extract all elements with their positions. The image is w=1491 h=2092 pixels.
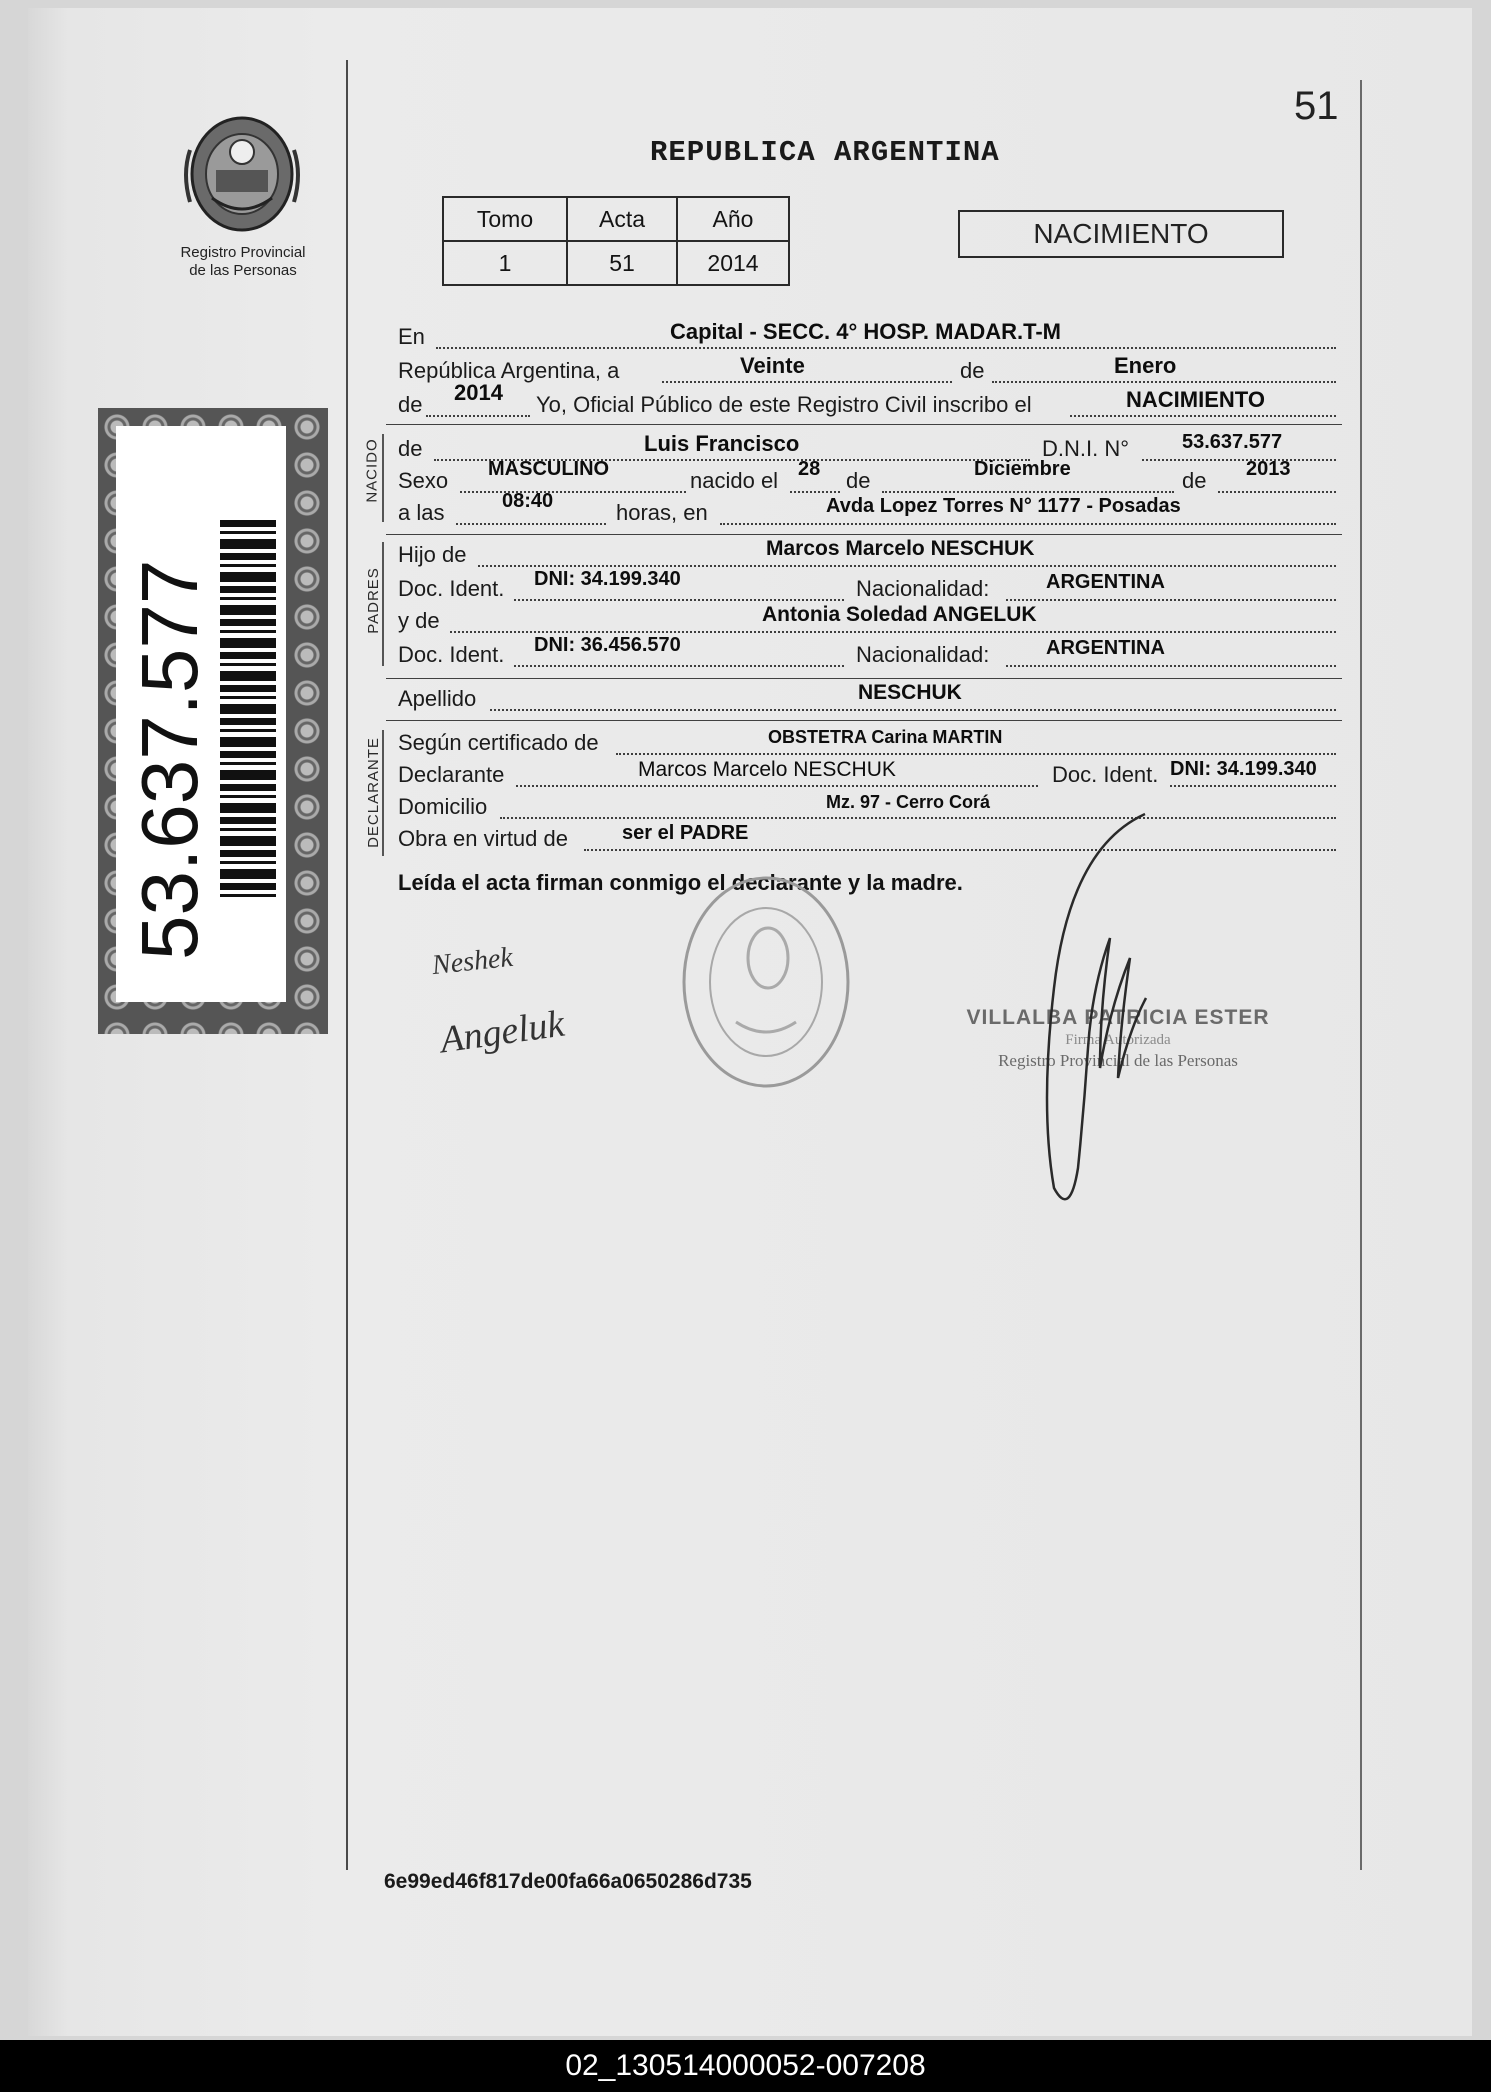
label-apellido: Apellido	[398, 686, 477, 711]
label-de: de	[960, 358, 985, 383]
row-address	[398, 794, 1340, 830]
value-father: Marcos Marcelo NESCHUK	[766, 537, 1035, 560]
row-capacity	[398, 822, 1340, 862]
value-month: Enero	[1114, 353, 1177, 378]
footer-id: 02_130514000052-007208	[565, 2049, 926, 2082]
label-de-name: de	[398, 436, 423, 461]
label-nacido-el: nacido el	[690, 468, 779, 493]
value-mother-nationality: ARGENTINA	[1046, 637, 1165, 659]
value-birth-place: Avda Lopez Torres N° 1177 - Posadas	[826, 495, 1181, 517]
label-domicilio: Domicilio	[398, 794, 488, 819]
value-declarant-doc: DNI: 34.199.340	[1170, 758, 1317, 780]
value-place: Capital - SECC. 4° HOSP. MADAR.T-M	[670, 319, 1061, 344]
value-sex: MASCULINO	[488, 458, 610, 480]
divider	[386, 720, 1342, 721]
label-sexo: Sexo	[398, 468, 449, 493]
label-segun-certificado: Según certificado de	[398, 730, 599, 755]
label-de-year: de	[398, 392, 423, 417]
index-header-acta: Acta	[567, 197, 677, 241]
label-dni: D.N.I. N°	[1042, 436, 1130, 461]
value-father-doc: DNI: 34.199.340	[534, 568, 681, 590]
row-mother-doc	[398, 634, 1340, 678]
official-name: VILLALBA PATRICIA ESTER	[966, 1006, 1270, 1029]
registry-line-2: de las Personas	[189, 262, 297, 279]
value-father-nationality: ARGENTINA	[1046, 571, 1165, 593]
registry-name	[160, 244, 326, 280]
label-nacionalidad-2: Nacionalidad:	[856, 642, 990, 667]
label-horas-en: horas, en	[616, 500, 708, 525]
row-time-place	[398, 490, 1340, 536]
left-margin-line	[346, 60, 348, 1870]
label-en: En	[398, 324, 425, 349]
label-y-de: y de	[398, 608, 440, 633]
label-declarante: Declarante	[398, 762, 505, 787]
record-type: NACIMIENTO	[1033, 218, 1209, 249]
right-margin-line	[1360, 80, 1362, 1870]
signature-mother: Angeluk	[437, 1002, 567, 1062]
value-address: Mz. 97 - Cerro Corá	[826, 792, 991, 812]
value-birth-day: 28	[798, 458, 821, 480]
section-label-padres: PADRES	[364, 567, 382, 634]
index-value-tomo: 1	[443, 241, 567, 285]
label-a-las: a las	[398, 500, 445, 525]
row-surname	[398, 681, 1340, 722]
value-birth-year: 2013	[1246, 458, 1291, 480]
value-act: NACIMIENTO	[1126, 387, 1265, 412]
divider	[386, 678, 1342, 679]
row-place	[398, 319, 1340, 360]
index-value-acta: 51	[567, 241, 677, 285]
value-year: 2014	[454, 380, 503, 405]
section-divider	[382, 434, 384, 522]
country-title: REPUBLICA ARGENTINA	[650, 136, 1000, 169]
label-de-birth-year: de	[1182, 468, 1207, 493]
province-seal	[182, 110, 302, 238]
page-number: 51	[1294, 84, 1339, 128]
section-label-nacido: NACIDO	[363, 438, 381, 503]
section-divider	[382, 730, 384, 856]
index-value-anio: 2014	[677, 241, 789, 285]
label-obra-en-virtud: Obra en virtud de	[398, 826, 568, 851]
footer-bar	[0, 2040, 1491, 2092]
closing-statement: Leída el acta firman conmigo el declarante y la madre.	[398, 870, 963, 895]
label-de-month: de	[846, 468, 871, 493]
label-hijo-de: Hijo de	[398, 542, 467, 567]
value-birth-month: Diciembre	[974, 458, 1071, 480]
official-stamp	[676, 872, 856, 1092]
section-divider	[382, 542, 384, 666]
label-doc-ident-1: Doc. Ident.	[398, 576, 505, 601]
barcode-number: 53.637.577	[125, 559, 214, 960]
value-mother-doc: DNI: 36.456.570	[534, 634, 681, 656]
label-doc-ident-2: Doc. Ident.	[398, 642, 505, 667]
label-yo-oficial: Yo, Oficial Público de este Registro Civil inscribo el	[536, 392, 1032, 417]
barcode-bars	[220, 520, 276, 900]
divider	[386, 424, 1342, 425]
label-republica: República Argentina, a	[398, 358, 620, 383]
value-time: 08:40	[502, 490, 554, 512]
value-certificate: OBSTETRA Carina MARTIN	[768, 727, 1003, 747]
index-table	[442, 196, 790, 286]
signature-father: Neshek	[430, 941, 515, 982]
row-year-act	[398, 380, 1340, 428]
value-name: Luis Francisco	[644, 431, 800, 456]
label-nacionalidad-1: Nacionalidad:	[856, 576, 990, 601]
value-declarant: Marcos Marcelo NESCHUK	[638, 758, 896, 781]
official-registry: Registro Provincial de las Personas	[998, 1051, 1238, 1070]
label-doc-ident-decl: Doc. Ident.	[1052, 762, 1159, 787]
value-mother: Antonia Soledad ANGELUK	[762, 603, 1037, 626]
divider	[386, 534, 1342, 535]
value-capacity: ser el PADRE	[622, 822, 749, 844]
value-surname: NESCHUK	[858, 681, 962, 704]
registry-line-1: Registro Provincial	[180, 244, 306, 261]
index-header-anio: Año	[677, 197, 789, 241]
value-dni: 53.637.577	[1182, 431, 1283, 453]
official-signature-scribble	[1030, 808, 1190, 1208]
record-type-box	[958, 210, 1284, 258]
value-day: Veinte	[740, 353, 805, 378]
section-label-declarante: DECLARANTE	[364, 737, 382, 848]
official-title: Firma Autorizada	[1065, 1032, 1171, 1048]
index-header-tomo: Tomo	[443, 197, 567, 241]
document-hash: 6e99ed46f817de00fa66a0650286d735	[384, 1870, 752, 1893]
